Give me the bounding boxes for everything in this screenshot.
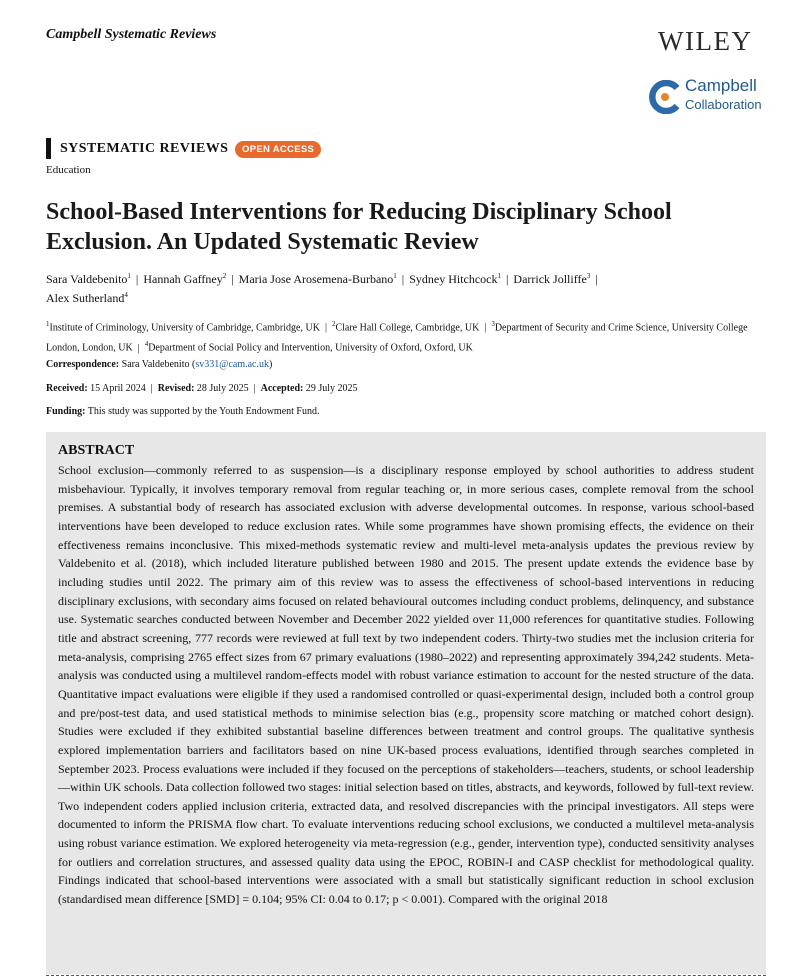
- author-name[interactable]: Hannah Gaffney$^2$: [143, 272, 227, 286]
- article-dates: Received: 15 April 2024 | Revised: 28 July 2025 | Accepted: 29 July 2025: [46, 383, 358, 394]
- article-title: School-Based Interventions for Reducing Disciplinary School Exclusion. An Updated Systematic Review: [46, 199, 672, 255]
- author-name[interactable]: Sydney Hitchcock$^1$: [409, 272, 501, 286]
- abstract-text: School exclusion—commonly referred to as suspension—is a disciplinary response employed by school authorities to address student misbehaviour. Typically, it involves temporary removal from regular teaching or, in more serious cases, complete removal from the school premises. A substantial body of research has associated exclusion with adverse developmental outcomes. In response, various school-based interventions have been developed to reduce exclusion rates. While some programmes have shown promising effects, the evidence on their effectiveness remains inconclusive. This mixed-methods systematic review and multi-level meta-analysis updates the previous review by Valdebenito et al. (2018), which included literature published between 1980 and 2015. The present update extends the evidence base by including studies until 2022. The primary aim of this review was to assess the effectiveness of school-based interventions in reducing disciplinary exclusions, with secondary aims focused on related behavioural outcomes including conduct problems, delinquency, and substance use. Systematic searches conducted between November and December 2022 yielded over 11,000 references for quantitative studies. Following title and abstract screening, 777 records were reviewed at full text by two independent coders. Thirty-two studies met the inclusion criteria for meta-analysis, comprising 2765 effect sizes from 67 primary evaluations (1980–2022) and representing approximately 394,242 students. Meta-analysis was conducted using a multilevel random-effects model with robust variance estimation to account for the nested structure of the data. Quantitative impact evaluations were eligible if they used a randomised controlled or quasi-experimental design, included both a control group and pre/post-test data, and used statistical methods to minimise selection bias (e.g., propensity score matching or matched cohort design). Studies were excluded if they exhibited substantial baseline differences between treatment and control groups. The qualitative synthesis explored implementation barriers and facilitators based on nine UK-based process evaluations, identified through searches completed in September 2023. Process evaluations were included if they focused on the perceptions of stakeholders—teachers, students, or school leadership—within UK schools. Data collection followed two stages: initial selection based on titles, abstracts, and keywords, followed by full-text review. Two independent coders applied inclusion criteria, extracted data, and resolved discrepancies with the principal investigators. All steps were documented to inform the PRISMA flow chart. To evaluate interventions reducing school exclusions, we conducted a multilevel meta-analysis using robust variance estimation. We explored heterogeneity via meta-regression (e.g., gender, intervention type), conducted sensitivity analyses for outliers and correlation structures, and assessed quality data using the EPOC, ROBIN-I and CASP checklist for methodological quality. Findings indicated that school-based interventions were associated with a small but statistically significant reduction in school exclusion (standardised mean difference [SMD] = 0.104; 95% CI: 0.04 to 0.17; p < 0.001). Compared with the original 2018: [58, 463, 754, 907]
- publisher-logo[interactable]: WILEY: [658, 26, 753, 56]
- email-link[interactable]: sv331@cam.ac.uk: [195, 359, 269, 370]
- author-name[interactable]: Darrick Jolliffe$^3$: [513, 272, 591, 286]
- journal-name: Campbell Systematic Reviews: [46, 27, 217, 42]
- correspondence: Correspondence: Sara Valdebenito (sv331@cam.ac.uk): [46, 359, 273, 370]
- article-type: SYSTEMATIC REVIEWS: [60, 141, 229, 156]
- campbell-c-icon: [648, 80, 682, 114]
- author-name[interactable]: Alex Sutherland$^4$: [46, 291, 128, 305]
- section-marker-bar: [46, 138, 51, 159]
- affiliations: $^1$Institute of Criminology, University of Cambridge, Cambridge, UK | $^2$Clare Hall College, Cambridge, UK | $^3$Department of Security and Crime Science, University College London, London, UK | $^4$Department of Social Policy and Intervention, University of Oxford, Oxford, UK: [46, 320, 748, 354]
- abstract-box: [46, 432, 766, 974]
- author-list: Sara Valdebenito$^1$ | Hannah Gaffney$^2$ | Maria Jose Arosemena-Burbano$^1$ | Sydney Hitchcock$^1$ | Darrick Jolliffe$^3$ | Alex Sutherland$^4$: [46, 272, 598, 305]
- author-name[interactable]: Maria Jose Arosemena-Burbano$^1$: [238, 272, 397, 286]
- campbell-logo[interactable]: [648, 76, 778, 116]
- logo-text-collaboration: Collaboration: [685, 97, 762, 112]
- author-name[interactable]: Sara Valdebenito$^1$: [46, 272, 131, 286]
- funding-statement: Funding: This study was supported by the Youth Endowment Fund.: [46, 406, 320, 417]
- abstract-heading: ABSTRACT: [58, 443, 135, 458]
- logo-text-campbell: Campbell: [685, 76, 757, 95]
- page-divider: [46, 975, 766, 976]
- open-access-badge: OPEN ACCESS: [235, 141, 321, 158]
- subject-category: Education: [46, 164, 91, 176]
